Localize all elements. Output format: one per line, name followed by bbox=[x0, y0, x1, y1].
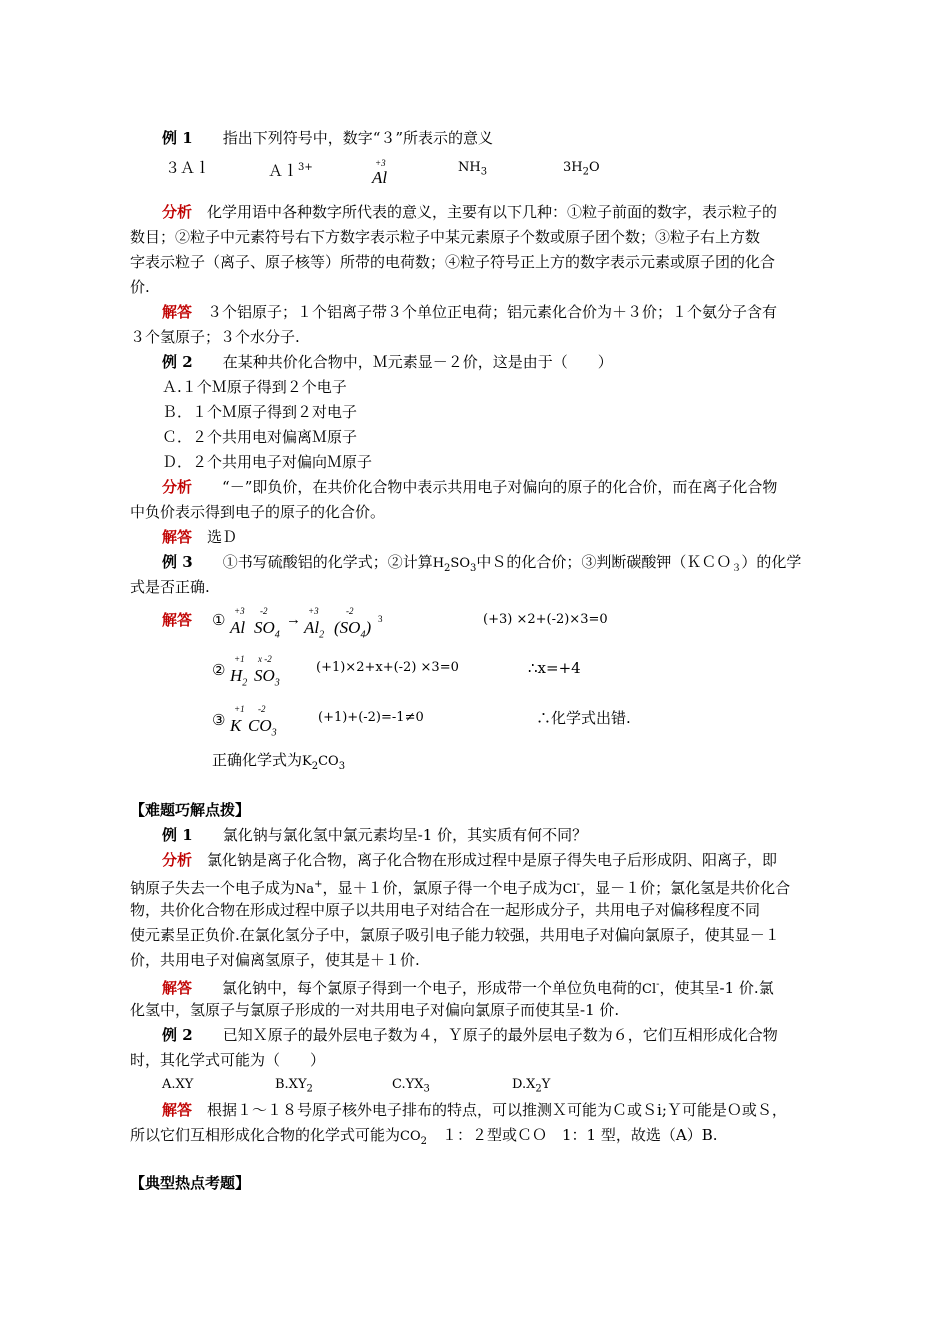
ex3-answer-label: 解答 bbox=[162, 611, 193, 629]
arrow-icon: → bbox=[286, 612, 301, 628]
ex1-analysis-3: 字表示粒子（离子、原子核等）所带的电荷数；④粒子符号正上方的数字表示元素或原子团的化合 bbox=[130, 253, 776, 271]
ex1-analysis-2: 数目；②粒子中元素符号右下方数字表示粒子中某元素原子个数或原子团个数；③粒子右上方数 bbox=[130, 228, 761, 246]
hard-ex1-question: 例 1 氯化钠与氯化氢中氯元素均呈-1 价，其实质有何不同？ bbox=[162, 826, 588, 844]
correct-formula: 正确化学式为$K_2CO_3$ bbox=[212, 751, 346, 772]
ex2-analysis-2: 中负价表示得到电子的原子的化合价。 bbox=[130, 503, 386, 521]
hard-analysis-2: 钠原子失去一个电子成为Na+，显＋１价，氯原子得一个电子成为Cl-，显－１价；氯化氢是共价化合 bbox=[130, 879, 791, 897]
hard-ex2-option-d: $D.X_2Y$ bbox=[512, 1077, 551, 1095]
hard-analysis-1: 分析 氯化钠是离子化合物，离子化合物在形成过程中是原子得失电子后形成阴、阳离子，即 bbox=[162, 851, 778, 869]
hard-analysis-4: 使元素呈正负价.在氯化氢分子中，氯原子吸引电子能力较强，共用电子对偏向氯原子，使其显－１ bbox=[130, 926, 780, 944]
hard-ex2-question-2: 时，其化学式可能为（ ） bbox=[130, 1051, 326, 1069]
ex3-line-1: 例 3 ①书写硫酸铝的化学式；②计算$H_2SO_3$中Ｓ的化合价；③判断碳酸钾（ＫＣＯ$_3$）的化学 bbox=[162, 553, 802, 574]
step1-formula: +3 Al -2 $SO_4$ → +3 $Al_2$ -2 $(SO_4)$ 3 bbox=[230, 606, 383, 641]
ex2-analysis-1: 分析 “－”即负价，在共价化合物中表示共用电子对偏向的原子的化合价，而在离子化合物 bbox=[162, 478, 778, 496]
step2-formula: +1 $H_2$ x -2 $SO_3$ bbox=[230, 654, 280, 689]
hard-ex2-option-b: $B.XY_2$ bbox=[275, 1077, 313, 1095]
hard-answer-1: 解答 氯化钠中，每个氯原子得到一个电子，形成带一个单位负电荷的Cl-，使其呈-1 价.氯 bbox=[162, 979, 774, 997]
ex1-symbol-2: Ａｌ$^{3+}$ bbox=[268, 162, 313, 180]
hard-ex2-answer-1: 解答 根据１～１８号原子核外电子排布的特点，可以推测Ｘ可能为Ｃ或Ｓi;Ｙ可能是Ｏ或Ｓ， bbox=[162, 1101, 787, 1119]
example-label: 例 1 bbox=[162, 129, 193, 147]
question-text: 指出下列符号中，数字“３”所表示的意义 bbox=[222, 129, 494, 147]
ex2-answer: 解答 选Ｄ bbox=[162, 528, 238, 546]
ex1-symbol-1: ３Ａｌ bbox=[165, 159, 211, 177]
section-heading-hot: 【典型热点考题】 bbox=[130, 1174, 251, 1192]
ex1-analysis-1: 分析 化学用语中各种数字所代表的意义，主要有以下几种：①粒子前面的数字，表示粒子的 bbox=[162, 203, 778, 221]
ex1-symbol-3: +3 Al bbox=[372, 158, 388, 187]
hard-analysis-5: 价，共用电子对偏离氢原子，使其是＋１价. bbox=[130, 951, 420, 969]
ex1-symbol-5: $3H_2O$ bbox=[563, 160, 600, 178]
ex2-option-a: Ａ.１个Ｍ原子得到２个电子 bbox=[162, 378, 347, 396]
hard-ex2-question-1: 例 2 已知Ｘ原子的最外层电子数为４，Ｙ原子的最外层电子数为６，它们互相形成化合物 bbox=[162, 1026, 778, 1044]
step2-num: ② bbox=[212, 661, 226, 679]
step3-num: ③ bbox=[212, 711, 226, 729]
ex2-option-b: Ｂ．１个Ｍ原子得到２对电子 bbox=[162, 403, 358, 421]
ex1-analysis-4: 价. bbox=[130, 278, 150, 296]
hard-ex2-option-c: $C.YX_3$ bbox=[392, 1077, 430, 1095]
hard-ex2-option-a: A.XY bbox=[162, 1077, 194, 1092]
ex1-answer-1: 解答 ３个铝原子；１个铝离子带３个单位正电荷；铝元素化合价为＋３价；１个氨分子含有 bbox=[162, 303, 778, 321]
ex2-option-c: Ｃ．２个共用电对偏离Ｍ原子 bbox=[162, 428, 358, 446]
hard-answer-2: 化氢中，氢原子与氯原子形成的一对共用电子对偏向氯原子而使其呈-1 价. bbox=[130, 1001, 620, 1019]
step3-result: ∴化学式出错. bbox=[536, 709, 631, 727]
section-heading-hard: 【难题巧解点拨】 bbox=[130, 801, 251, 819]
ex3-line-2: 式是否正确. bbox=[130, 578, 210, 596]
ex1-line bbox=[162, 128, 493, 148]
ex2-line: 例 2 在某种共价化合物中，Ｍ元素显－２价，这是由于（ ） bbox=[162, 353, 613, 371]
ex1-symbol-4: $NH_3$ bbox=[458, 160, 488, 178]
step3-formula: +1 K -2 $CO_3$ bbox=[230, 704, 277, 739]
step2-result: ∴x=+4 bbox=[528, 659, 581, 677]
step1-calc: (+3) ×2+(-2)×3=0 bbox=[483, 612, 608, 627]
ex2-option-d: Ｄ．２个共用电子对偏向Ｍ原子 bbox=[162, 453, 373, 471]
step2-calc: (+1)×2+x+(-2) ×3=0 bbox=[316, 660, 459, 675]
hard-ex2-answer-2: 所以它们互相形成化合物的化学式可能为$CO_2$ １：２型或ＣＯ 1：1 型，故选（A）B. bbox=[130, 1126, 718, 1147]
ex1-answer-2: ３个氢原子；３个水分子. bbox=[130, 328, 300, 346]
step3-calc: (+1)+(-2)=-1≠0 bbox=[318, 710, 424, 725]
step1-num: ① bbox=[212, 611, 226, 629]
hard-analysis-3: 物，共价化合物在形成过程中原子以共用电子对结合在一起形成分子，共用电子对偏移程度不同 bbox=[130, 901, 761, 919]
